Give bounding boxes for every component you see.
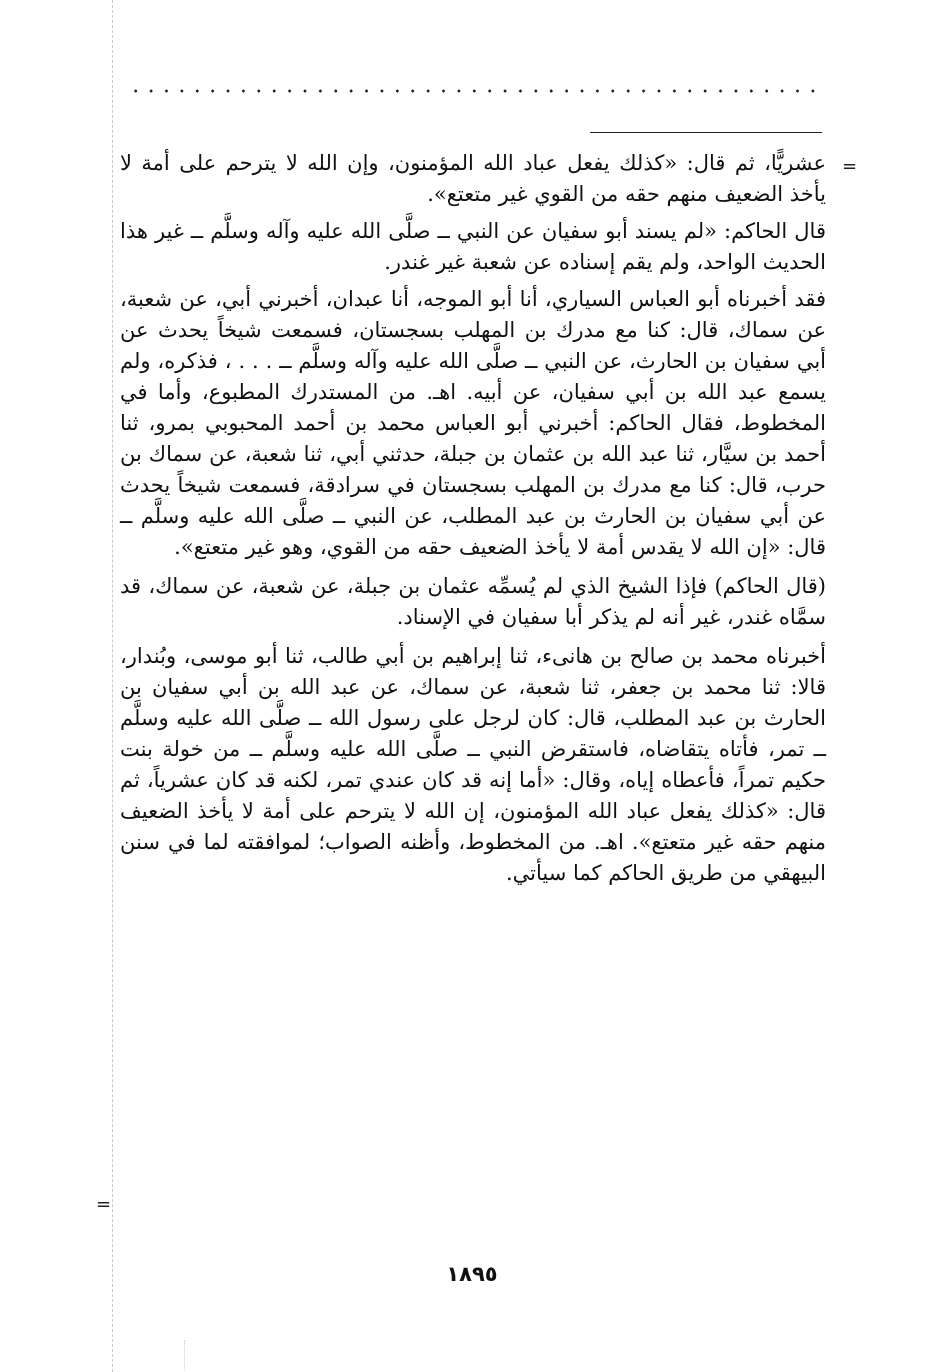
paragraph-1: عشريًّا، ثم قال: «كذلك يفعل عباد الله المؤمنون، وإن الله لا يترحم على أمة لا يأخذ الضعيف منهم حقه من القوي غير متعتع». (120, 151, 826, 206)
page-number: ١٨٩٥ (446, 1262, 498, 1286)
paragraph-3: فقد أخبرناه أبو العباس السياري، أنا أبو الموجه، أنا عبدان، أخبرني أبي، عن شعبة، عن سماك، قال: كنا مع مدرك بن المهلب بسجستان، فسمعت شيخاً يحدث عن أبي سفيان بن الحارث، عن النبي ــ صلَّى الله عليه وآله وسلَّم ــ . . . ، فذكره، ولم يسمع عبد الله بن أبي سفيان، عن أبيه. اهـ. من المستدرك المطبوع، وأما في المخطوط، فقال الحاكم: أخبرني أبو العباس محمد بن أحمد المحبوبي بمرو، ثنا أحمد بن سيَّار، ثنا عبد الله بن عثمان بن جبلة، حدثني أبي، ثنا شعبة، عن سماك بن حرب، قال: كنا مع مدرك بن المهلب بسجستان في سرادقة، فسمعت شيخاً يحدث عن أبي سفيان بن الحارث بن عبد المطلب، عن النبي ــ صلَّى الله عليه وسلَّم ــ قال: «إن الله لا يقدس أمة لا يأخذ الضعيف حقه من القوي، وهو غير متعتع». (120, 287, 826, 559)
bottom-guide-line (184, 1340, 185, 1370)
footnote-text (120, 148, 826, 895)
margin-continuation-mark-right: = (842, 156, 858, 177)
footnote-rule (590, 132, 822, 133)
margin-continuation-mark-left: = (96, 1194, 112, 1215)
binding-guide-line (112, 0, 113, 1372)
paragraph-5: أخبرناه محمد بن صالح بن هانىء، ثنا إبراهيم بن أبي طالب، ثنا أبو موسى، وبُندار، قالا: ثنا محمد بن جعفر، ثنا شعبة، عن سماك، عن عبد الله بن أبي سفيان بن الحارث بن عبد المطلب، قال: كان لرجل على رسول الله ــ صلَّى الله عليه وسلَّم ــ تمر، فأتاه يتقاضاه، فاستقرض النبي ــ صلَّى الله عليه وسلَّم ــ من خولة بنت حكيم تمراً، فأعطاه إياه، وقال: «أما إنه قد كان عندي تمر، لكنه قد كان عشرياً، ثم قال: «كذلك يفعل عباد الله المؤمنون، إن الله لا يترحم على أمة لا يأخذ الضعيف منهم حقه غير متعتع». اهـ. من المخطوط، وأظنه الصواب؛ لموافقته لما في سنن البيهقي من طريق الحاكم كما سيأتي. (120, 644, 826, 885)
paragraph-2: قال الحاكم: «لم يسند أبو سفيان عن النبي ــ صلَّى الله عليه وآله وسلَّم ــ غير هذا الحديث الواحد، ولم يقم إسناده عن شعبة غير غندر. (120, 219, 826, 274)
paragraph-4: (قال الحاكم) فإذا الشيخ الذي لم يُسمِّه عثمان بن جبلة، عن شعبة، عن سماك، قد سمَّاه غندر، غير أنه لم يذكر أبا سفيان في الإسناد. (120, 574, 826, 629)
dotted-separator (128, 88, 818, 94)
